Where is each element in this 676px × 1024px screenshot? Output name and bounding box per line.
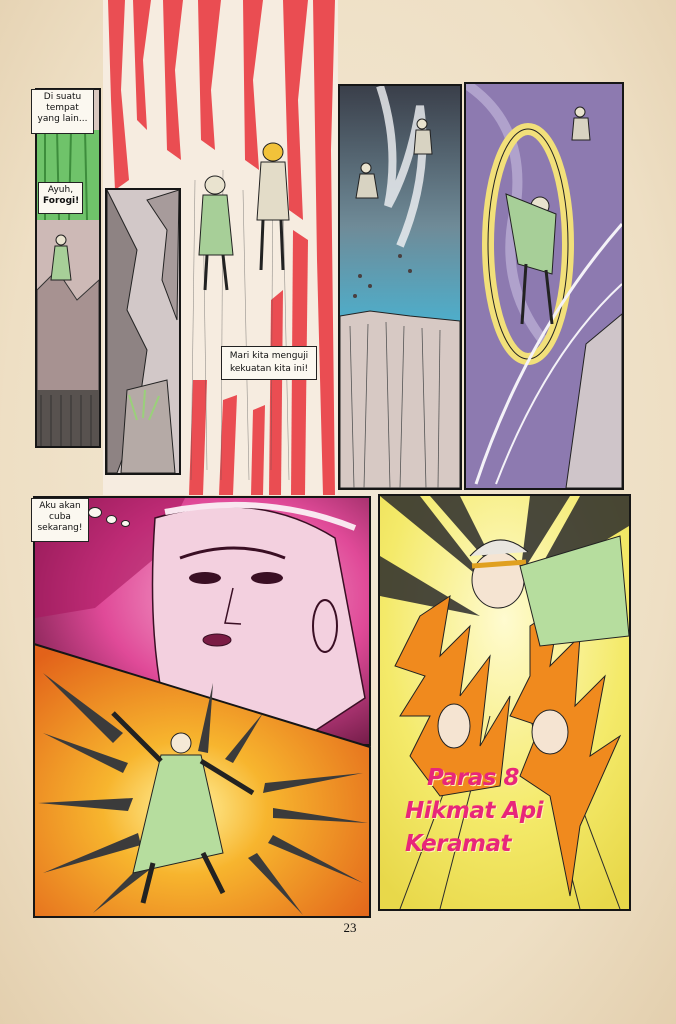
forest-scene <box>37 90 99 446</box>
rock-scene <box>107 190 179 473</box>
shout-bubble <box>38 182 83 214</box>
narration-text: Di suatu tempat yang lain... <box>37 92 88 124</box>
page-number: 23 <box>343 920 357 935</box>
shout-prefix: Ayuh, <box>47 185 74 195</box>
test-strength-bubble <box>221 346 317 380</box>
purple-ring-scene <box>466 84 622 488</box>
technique-line-2: Hikmat Api <box>405 798 544 824</box>
thought-bubble <box>31 498 89 542</box>
technique-line-3: Keramat <box>405 831 512 857</box>
panel-forest-jump <box>35 88 101 448</box>
panel-power-burst <box>33 643 371 918</box>
panel-sky-cliff <box>338 84 462 490</box>
power-burst-scene <box>33 643 371 918</box>
narration-caption <box>31 89 94 134</box>
technique-title <box>405 762 555 861</box>
test-strength-text: Mari kita menguji kekuatan kita ini! <box>229 351 309 374</box>
technique-line-1: Paras 8 <box>427 765 519 791</box>
panel-rock-burst <box>105 188 181 475</box>
panel-purple-ring <box>464 82 624 490</box>
sky-cliff-scene <box>340 86 460 488</box>
thought-text: Aku akan cuba sekarang! <box>37 501 83 533</box>
shout-name: Forogi! <box>43 196 80 206</box>
figures-leaping <box>183 140 303 300</box>
thought-dots <box>88 507 148 527</box>
